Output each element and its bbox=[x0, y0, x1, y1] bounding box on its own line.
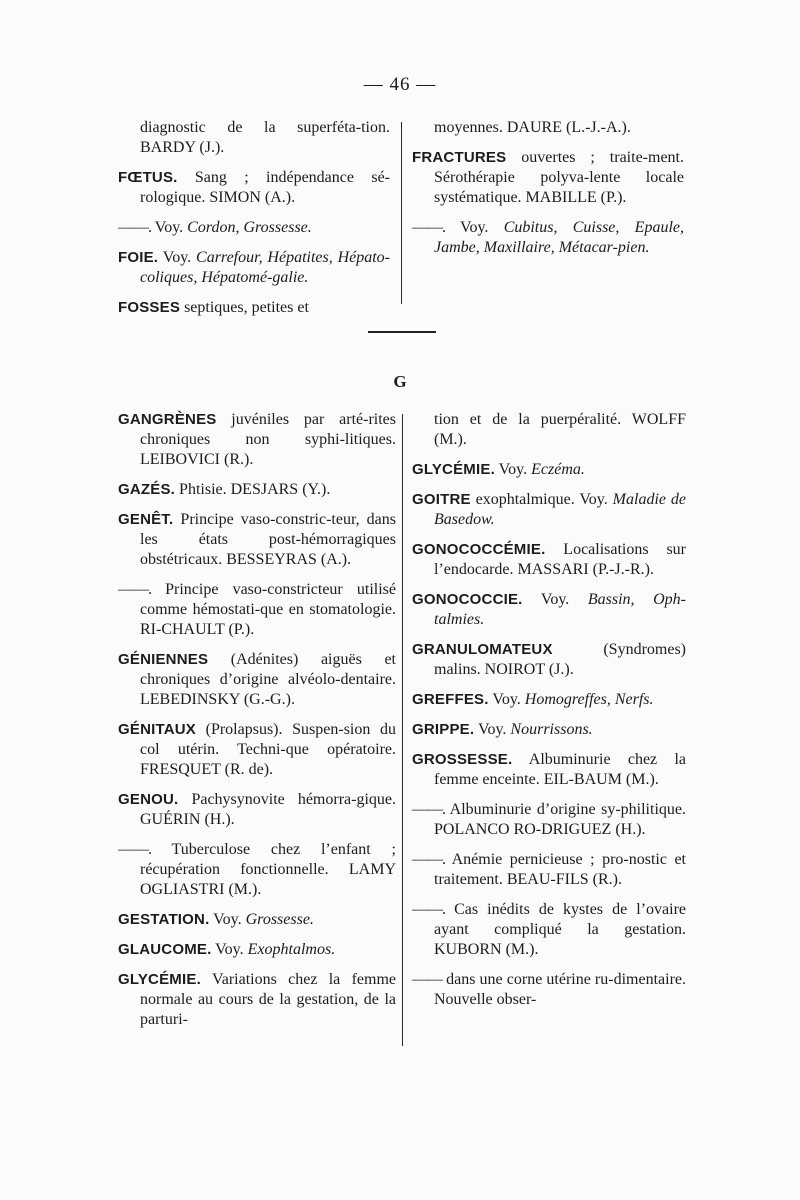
index-entry bbox=[118, 910, 396, 930]
entry-headword: GREFFES. bbox=[412, 691, 489, 708]
index-entry bbox=[412, 800, 686, 840]
entry-headword: GRIPPE. bbox=[412, 721, 475, 738]
index-entry bbox=[118, 298, 390, 318]
entry-repeat-dash: ——. bbox=[412, 901, 445, 918]
column-bottom-right bbox=[412, 410, 686, 1020]
entry-headword: GRANULOMATEUX bbox=[412, 641, 553, 658]
index-entry bbox=[118, 168, 390, 208]
entry-headword: FRACTURES bbox=[412, 149, 507, 166]
entry-text: Voy. bbox=[158, 249, 197, 266]
entry-headword: FŒTUS. bbox=[118, 169, 178, 186]
entry-text: Tuberculose chez l’enfant ; récupération fonctionnelle. LAMY OGLIASTRI (M.). bbox=[140, 841, 396, 898]
section-separator-rule bbox=[368, 331, 436, 333]
entry-headword: GROSSESSE. bbox=[412, 751, 513, 768]
column-divider-bottom bbox=[402, 414, 403, 1046]
entry-text: Principe vaso-constricteur utilisé comme hémostati-que en stomatologie. RI-CHAULT (P.). bbox=[140, 581, 396, 638]
index-entry bbox=[412, 460, 686, 480]
entry-text: Voy. bbox=[522, 591, 588, 608]
entry-continuation-text: diagnostic de la superféta-tion. BARDY (J.). bbox=[140, 119, 390, 156]
entry-text: Voy. bbox=[474, 721, 511, 738]
entry-text: Voy. bbox=[211, 941, 248, 958]
entry-headword: FOSSES bbox=[118, 299, 181, 316]
entry-repeat-dash: ——. bbox=[412, 801, 445, 818]
entry-repeat-dash: ——. bbox=[118, 219, 151, 236]
entry-repeat-dash: ——. bbox=[412, 851, 445, 868]
entry-repeat-dash: ——. bbox=[118, 841, 151, 858]
entry-text: (Adénites) aiguës et chroniques d’origine alvéolo-dentaire. LEBEDINSKY (G.-G.). bbox=[140, 651, 396, 708]
entry-cross-reference: Homogreffes, Nerfs. bbox=[524, 691, 654, 708]
entry-text: (Syndromes) malins. NOIROT (J.). bbox=[434, 641, 686, 678]
index-entry bbox=[412, 540, 686, 580]
index-entry bbox=[412, 490, 686, 530]
index-entry bbox=[118, 118, 390, 158]
entry-text: Voy. bbox=[494, 461, 532, 478]
entry-continuation-text: tion et de la puerpéralité. WOLFF (M.). bbox=[434, 411, 686, 448]
entry-text: Voy. bbox=[445, 219, 504, 236]
entry-text: Localisations sur l’endocarde. MASSARI (P.-J.-R.). bbox=[434, 541, 686, 578]
entry-text: juvéniles par arté-rites chroniques non syphi-litiques. LEIBOVICI (R.). bbox=[140, 411, 396, 468]
index-entry bbox=[118, 218, 390, 238]
entry-text: (Prolapsus). Suspen-sion du col utérin. Techni-que opératoire. FRESQUET (R. de). bbox=[140, 721, 396, 778]
entry-text: Albuminurie chez la femme enceinte. EIL-BAUM (M.). bbox=[434, 751, 686, 788]
index-entry bbox=[118, 580, 396, 640]
entry-text: Sang ; indépendance sé-rologique. SIMON (A.). bbox=[140, 169, 390, 206]
entry-repeat-dash: ——. bbox=[118, 581, 151, 598]
entry-headword: GLYCÉMIE. bbox=[118, 971, 201, 988]
index-entry bbox=[412, 640, 686, 680]
entry-cross-reference: Grossesse. bbox=[245, 911, 314, 928]
entry-headword: GONOCOCCÉMIE. bbox=[412, 541, 546, 558]
entry-headword: GAZÉS. bbox=[118, 481, 176, 498]
entry-text: dans une corne utérine ru-dimentaire. Nouvelle obser- bbox=[434, 971, 686, 1008]
entry-headword: GOITRE bbox=[412, 491, 471, 508]
entry-headword: GLAUCOME. bbox=[118, 941, 212, 958]
index-entry bbox=[118, 720, 396, 780]
entry-headword: GÉNITAUX bbox=[118, 721, 196, 738]
entry-text: septiques, petites et bbox=[180, 299, 309, 316]
entry-text: Variations chez la femme normale au cours de la gestation, de la parturi- bbox=[140, 971, 396, 1028]
index-entry bbox=[412, 750, 686, 790]
entry-headword: GENOU. bbox=[118, 791, 179, 808]
index-entry bbox=[412, 850, 686, 890]
entry-cross-reference: Cordon, Grossesse. bbox=[187, 219, 312, 236]
entry-text: Albuminurie d’origine sy-philitique. POLANCO RO-DRIGUEZ (H.). bbox=[434, 801, 686, 838]
entry-text: Cas inédits de kystes de l’ovaire ayant compliqué la gestation. KUBORN (M.). bbox=[434, 901, 686, 958]
entry-cross-reference: Exophtalmos. bbox=[247, 941, 336, 958]
entry-cross-reference: Nourrissons. bbox=[510, 721, 593, 738]
entry-text: Phtisie. DESJARS (Y.). bbox=[175, 481, 331, 498]
entry-headword: GESTATION. bbox=[118, 911, 210, 928]
entry-continuation-text: moyennes. DAURE (L.-J.-A.). bbox=[434, 119, 631, 136]
index-entry bbox=[118, 650, 396, 710]
index-entry bbox=[412, 148, 684, 208]
index-entry bbox=[412, 690, 686, 710]
index-entry bbox=[118, 790, 396, 830]
index-entry bbox=[118, 840, 396, 900]
column-divider-top bbox=[401, 122, 402, 304]
index-entry bbox=[118, 248, 390, 288]
entry-cross-reference: Cubitus, Cuisse, Epaule, Jambe, Maxillaire, Métacar-pien. bbox=[434, 219, 684, 256]
index-entry bbox=[412, 218, 684, 258]
entry-headword: GONOCOCCIE. bbox=[412, 591, 523, 608]
entry-text: Voy. bbox=[209, 911, 246, 928]
entry-text: Principe vaso-constric-teur, dans les états post-hémorragiques obstétricaux. BESSEYRAS (A.). bbox=[140, 511, 396, 568]
entry-headword: FOIE. bbox=[118, 249, 159, 266]
section-letter: G bbox=[393, 372, 407, 391]
entry-cross-reference: Bassin, Oph-talmies. bbox=[434, 591, 686, 628]
entry-repeat-dash: ——. bbox=[412, 219, 445, 236]
index-entry bbox=[118, 410, 396, 470]
index-entry bbox=[412, 970, 686, 1010]
entry-text: ouvertes ; traite-ment. Sérothérapie polyva-lente locale systématique. MABILLE (P.). bbox=[434, 149, 684, 206]
index-entry bbox=[118, 970, 396, 1030]
index-entry bbox=[412, 410, 686, 450]
index-entry bbox=[412, 720, 686, 740]
entry-cross-reference: Maladie de Basedow. bbox=[434, 491, 686, 528]
column-top-left bbox=[118, 118, 390, 328]
index-entry bbox=[412, 118, 684, 138]
entry-text: Anémie pernicieuse ; pro-nostic et traitement. BEAU-FILS (R.). bbox=[434, 851, 686, 888]
index-entry bbox=[412, 590, 686, 630]
entry-cross-reference: Eczéma. bbox=[531, 461, 585, 478]
entry-text: Pachysynovite hémorra-gique. GUÉRIN (H.). bbox=[140, 791, 396, 828]
entry-headword: GENÊT. bbox=[118, 511, 174, 528]
entry-repeat-dash: —— bbox=[412, 971, 442, 988]
index-entry bbox=[412, 900, 686, 960]
index-entry bbox=[118, 480, 396, 500]
entry-cross-reference: Carrefour, Hépatites, Hépato-coliques, Hépatomé-galie. bbox=[140, 249, 390, 286]
page-number: — 46 — bbox=[363, 74, 437, 95]
entry-text: Voy. bbox=[151, 219, 188, 236]
entry-headword: GLYCÉMIE. bbox=[412, 461, 495, 478]
entry-headword: GÉNIENNES bbox=[118, 651, 209, 668]
index-entry bbox=[118, 940, 396, 960]
index-entry bbox=[118, 510, 396, 570]
column-top-right bbox=[412, 118, 684, 268]
entry-headword: GANGRÈNES bbox=[118, 411, 217, 428]
column-bottom-left bbox=[118, 410, 396, 1040]
entry-text: exophtalmique. Voy. bbox=[470, 491, 613, 508]
entry-text: Voy. bbox=[488, 691, 525, 708]
